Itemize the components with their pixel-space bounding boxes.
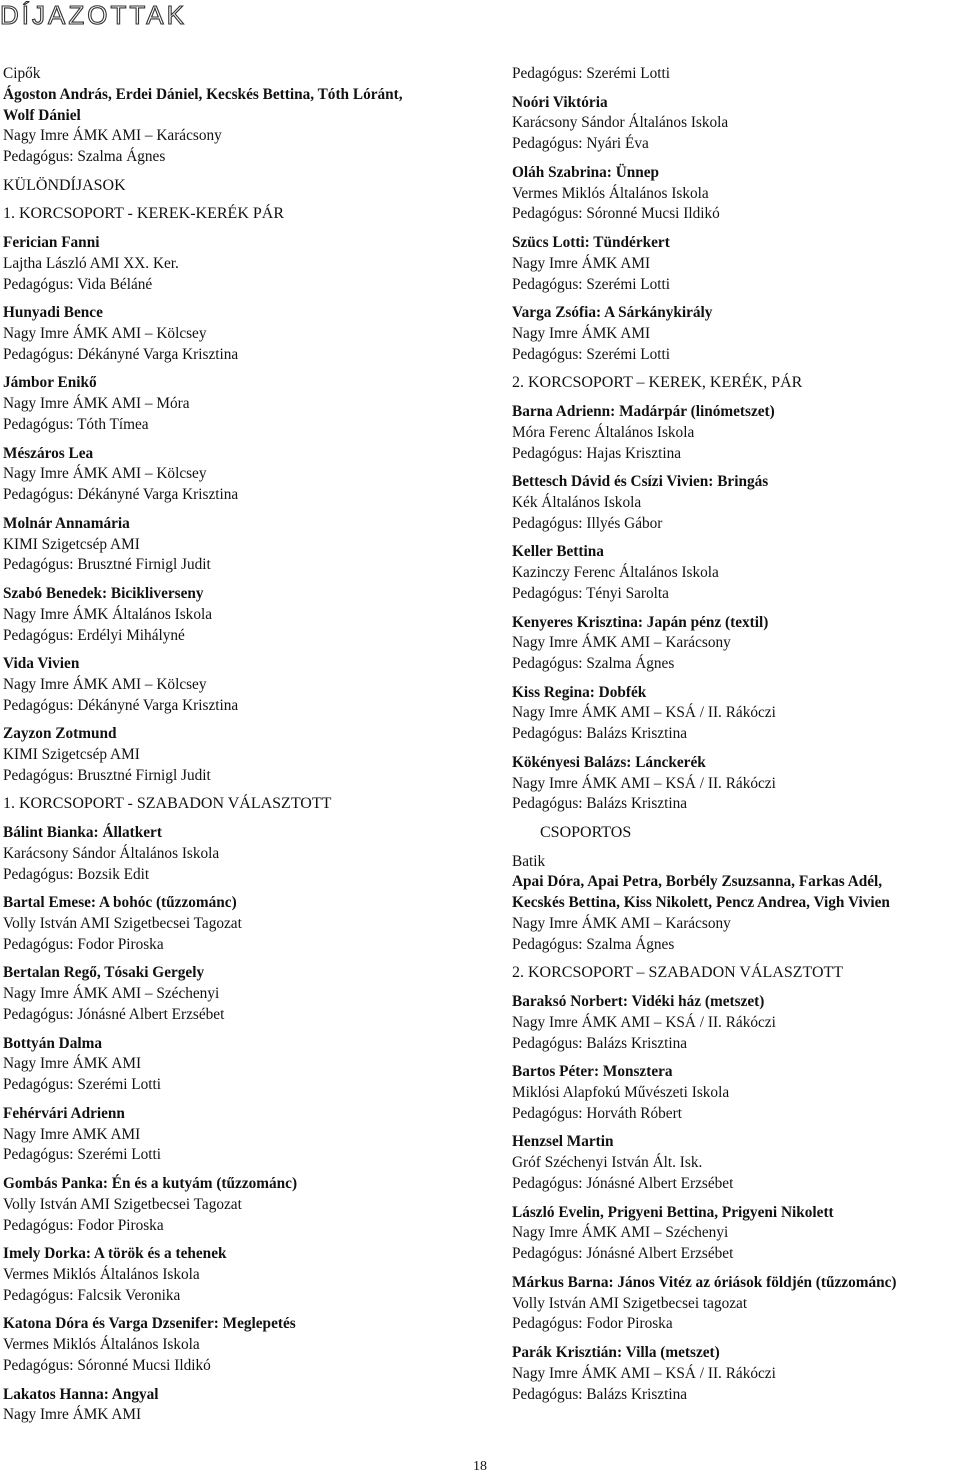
entry-line: KIMI Szigetcsép AMI — [3, 746, 140, 764]
award-entry — [3, 1174, 481, 1236]
entry-line: Pedagógus: Balázs Krisztina — [512, 1034, 688, 1052]
entry-line: Gróf Széchenyi István Ált. Isk. — [512, 1154, 703, 1172]
award-entry — [3, 724, 481, 786]
entry-line: Karácsony Sándor Általános Iskola — [512, 114, 729, 132]
entry-line: Nagy Imre ÁMK AMI – KSÁ / II. Rákóczi — [512, 774, 776, 792]
entry-line: Pedagógus: Szerémi Lotti — [3, 1146, 162, 1164]
entry-line: Pedagógus: Dékányné Varga Krisztina — [3, 486, 239, 504]
award-entry — [3, 373, 481, 435]
entry-line: Pedagógus: Jónásné Albert Erzsébet — [512, 1175, 734, 1192]
entry-line: Pedagógus: Szerémi Lotti — [512, 345, 671, 363]
entry-title: Bottyán Dalma — [3, 1034, 103, 1052]
entry-line: Pedagógus: Tényi Sarolta — [512, 584, 669, 602]
award-entry — [512, 472, 958, 534]
entry-line: Kék Általános Iskola — [512, 493, 642, 511]
award-entry — [3, 1385, 481, 1427]
heading-text: 1. KORCSOPORT - SZABADON VÁLASZTOTT — [3, 795, 332, 813]
entry-line: Pedagógus: Vida Béláné — [3, 275, 153, 293]
award-entry — [3, 1104, 481, 1166]
entry-line: Pedagógus: Dékányné Varga Krisztina — [3, 696, 239, 714]
entry-title: Baraksó Norbert: Vidéki ház (metszet) — [512, 993, 765, 1011]
entry-line: Pedagógus: Jónásné Albert Erzsébet — [512, 1245, 734, 1263]
entry-title: Vida Vivien — [3, 655, 80, 673]
entry-title: Bartal Emese: A bohóc (tűzzománc) — [3, 894, 237, 912]
entry-title: Kenyeres Krisztina: Japán pénz (textil) — [512, 613, 769, 631]
award-entry — [512, 233, 958, 295]
entry-title: Mészáros Lea — [3, 444, 94, 462]
entry-line: Vermes Miklós Általános Iskola — [3, 1336, 200, 1354]
award-entry — [3, 1314, 481, 1376]
entry-line: Pedagógus: Erdélyi Mihályné — [3, 626, 185, 644]
entry-line: Pedagógus: Fodor Piroska — [3, 935, 164, 953]
entry-line: Pedagógus: Fodor Piroska — [3, 1216, 164, 1234]
award-entry — [3, 1244, 481, 1306]
entry-line: Pedagógus: Fodor Piroska — [512, 1315, 673, 1333]
entry-line: Nagy Imre ÁMK AMI – Kölcsey — [3, 675, 207, 693]
heading-text: 2. KORCSOPORT – KEREK, KERÉK, PÁR — [512, 374, 803, 392]
entry-line: Pedagógus: Balázs Krisztina — [512, 1385, 688, 1403]
award-entry — [3, 444, 481, 506]
section-heading — [512, 823, 958, 844]
entry-title: Varga Zsófia: A Sárkánykirály — [512, 304, 713, 322]
page-title: DÍJAZOTTAK — [0, 0, 187, 30]
entry-title: Parák Krisztián: Villa (metszet) — [512, 1343, 720, 1361]
entry-title: Oláh Szabrina: Ünnep — [512, 163, 660, 181]
entry-line: Pedagógus: Brusztné Firnigl Judit — [3, 766, 211, 784]
entry-line: Nagy Imre ÁMK AMI — [3, 1055, 142, 1073]
award-entry — [512, 852, 958, 956]
entry-title: Katona Dóra és Varga Dzsenifer: Meglepetés — [3, 1315, 296, 1333]
award-entry — [512, 1273, 958, 1335]
right-column — [512, 64, 958, 1405]
heading-text: 2. KORCSOPORT – SZABADON VÁLASZTOTT — [512, 964, 844, 982]
entry-line: Pedagógus: Szalma Ágnes — [3, 148, 166, 166]
award-entry — [512, 683, 958, 745]
entry-line: Karácsony Sándor Általános Iskola — [3, 844, 220, 862]
entry-line: Pedagógus: Illyés Gábor — [512, 514, 663, 532]
entry-line: Pedagógus: Horváth Róbert — [512, 1104, 682, 1122]
entry-title: Barna Adrienn: Madárpár (linómetszet) — [512, 402, 775, 420]
section-heading — [3, 204, 481, 225]
entry-line: Cipők — [3, 65, 41, 82]
entry-line: Nagy Imre ÁMK AMI — [3, 1406, 142, 1424]
award-entry — [3, 514, 481, 576]
entry-line: Nagy Imre ÁMK AMI – Karácsony — [512, 915, 731, 933]
entry-line: Nagy Imre ÁMK AMI – Kölcsey — [3, 465, 207, 483]
award-entry — [3, 654, 481, 716]
award-entry — [3, 584, 481, 646]
heading-text: KÜLÖNDÍJASOK — [3, 176, 126, 194]
entry-line: Pedagógus: Szerémi Lotti — [512, 275, 671, 293]
left-column — [3, 64, 481, 1426]
entry-title: Hunyadi Bence — [3, 304, 103, 322]
entry-line: Móra Ferenc Általános Iskola — [512, 423, 695, 441]
entry-line: Pedagógus: Sóronné Mucsi Ildikó — [512, 205, 720, 223]
award-entry — [512, 402, 958, 464]
entry-line: Pedagógus: Falcsik Veronika — [3, 1286, 181, 1304]
entry-line: Pedagógus: Brusztné Firnigl Judit — [3, 556, 211, 574]
entry-line: Pedagógus: Szerémi Lotti — [512, 65, 671, 82]
entry-title: Henzsel Martin — [512, 1133, 614, 1151]
entry-line: Pedagógus: Hajas Krisztina — [512, 444, 682, 462]
entry-line: Nagy Imre ÁMK AMI – Széchenyi — [512, 1224, 729, 1242]
entry-line: Nagy Imre ÁMK Általános Iskola — [3, 605, 213, 623]
award-entry — [512, 1343, 958, 1405]
entry-title: Bettesch Dávid és Csízi Vivien: Bringás — [512, 473, 769, 491]
award-entry — [3, 64, 481, 168]
entry-title: Noóri Viktória — [512, 93, 608, 111]
entry-title: Molnár Annamária — [3, 514, 130, 532]
entry-line: Nagy Imre ÁMK AMI – Karácsony — [3, 127, 222, 145]
award-entry — [512, 64, 958, 85]
entry-title: Jámbor Enikő — [3, 374, 97, 392]
entry-line: Pedagógus: Szalma Ágnes — [512, 655, 675, 673]
award-entry — [512, 1132, 958, 1194]
entry-title: Kökényesi Balázs: Lánckerék — [512, 753, 706, 771]
entry-title: Keller Bettina — [512, 543, 604, 561]
entry-line: Volly István AMI Szigetbecsei tagozat — [512, 1294, 748, 1312]
award-entry — [512, 303, 958, 365]
entry-line: Volly István AMI Szigetbecsei Tagozat — [3, 1195, 242, 1213]
entry-title: Szabó Benedek: Bicikliverseny — [3, 584, 204, 602]
entry-title: Ágoston András, Erdei Dániel, Kecskés Bettina, Tóth Lóránt, — [3, 85, 403, 103]
entry-title: Bartos Péter: Monsztera — [512, 1063, 673, 1081]
award-entry — [3, 1034, 481, 1096]
entry-line: Pedagógus: Dékányné Varga Krisztina — [3, 345, 239, 363]
award-entry — [512, 542, 958, 604]
entry-line: Kazinczy Ferenc Általános Iskola — [512, 564, 719, 582]
entry-title: Szücs Lotti: Tündérkert — [512, 233, 670, 251]
entry-title: Kecskés Bettina, Kiss Nikolett, Pencz Andrea, Vigh Vivien — [512, 894, 890, 912]
entry-line: Nagy Imre ÁMK AMI – Móra — [3, 395, 190, 413]
section-heading — [3, 176, 481, 197]
entry-line: Vermes Miklós Általános Iskola — [3, 1265, 200, 1283]
award-entry — [512, 1062, 958, 1124]
award-entry — [3, 823, 481, 885]
entry-line: Nagy Imre ÁMK AMI – Karácsony — [512, 634, 731, 652]
section-heading — [512, 963, 958, 984]
entry-title: Wolf Dániel — [3, 106, 81, 124]
entry-line: Miklósi Alapfokú Művészeti Iskola — [512, 1084, 730, 1102]
entry-title: László Evelin, Prigyeni Bettina, Prigyeni Nikolett — [512, 1203, 834, 1221]
page-number: 18 — [473, 1459, 487, 1474]
entry-line: Pedagógus: Szalma Ágnes — [512, 935, 675, 953]
award-entry — [512, 163, 958, 225]
entry-line: Pedagógus: Balázs Krisztina — [512, 725, 688, 743]
award-entry — [3, 893, 481, 955]
entry-line: Nagy Imre ÁMK AMI — [512, 254, 651, 272]
entry-title: Bertalan Regő, Tósaki Gergely — [3, 964, 205, 982]
section-heading — [512, 373, 958, 394]
award-entry — [3, 963, 481, 1025]
award-entry — [512, 93, 958, 155]
entry-line: Pedagógus: Tóth Tímea — [3, 415, 149, 433]
entry-line: Volly István AMI Szigetbecsei Tagozat — [3, 915, 242, 933]
entry-line: Pedagógus: Sóronné Mucsi Ildikó — [3, 1356, 211, 1374]
entry-line: Nagy Imre ÁMK AMI – KSÁ / II. Rákóczi — [512, 1364, 776, 1382]
entry-line: Pedagógus: Szerémi Lotti — [3, 1076, 162, 1094]
award-entry — [512, 753, 958, 815]
entry-line: Nagy Imre ÁMK AMI — [512, 324, 651, 342]
entry-title: Zayzon Zotmund — [3, 725, 117, 743]
award-entry — [3, 303, 481, 365]
entry-title: Bálint Bianka: Állatkert — [3, 824, 162, 842]
award-entry — [3, 233, 481, 295]
entry-line: Nagy Imre ÁMK AMI – Széchenyi — [3, 985, 220, 1003]
entry-line: Nagy Imre ÁMK AMI – KSÁ / II. Rákóczi — [512, 704, 776, 722]
entry-line: Nagy Imre AMK AMI — [3, 1125, 141, 1143]
entry-title: Kiss Regina: Dobfék — [512, 683, 647, 701]
entry-title: Ferician Fanni — [3, 233, 100, 251]
heading-text: CSOPORTOS — [540, 824, 632, 842]
entry-line: Nagy Imre ÁMK AMI – KSÁ / II. Rákóczi — [512, 1013, 776, 1031]
entry-line: Lajtha László AMI XX. Ker. — [3, 254, 179, 272]
entry-line: Pedagógus: Jónásné Albert Erzsébet — [3, 1006, 225, 1024]
entry-line: Vermes Miklós Általános Iskola — [512, 184, 709, 202]
entry-title: Márkus Barna: János Vitéz az óriások földjén (tűzzománc) — [512, 1273, 897, 1291]
entry-line: Nagy Imre ÁMK AMI – Kölcsey — [3, 324, 207, 342]
entry-title: Imely Dorka: A török és a tehenek — [3, 1245, 227, 1263]
award-entry — [512, 992, 958, 1054]
section-heading — [3, 794, 481, 815]
entry-line: Pedagógus: Nyári Éva — [512, 135, 649, 153]
award-entry — [512, 1203, 958, 1265]
entry-title: Gombás Panka: Én és a kutyám (tűzzománc) — [3, 1175, 298, 1192]
entry-title: Apai Dóra, Apai Petra, Borbély Zsuzsanna, Farkas Adél, — [512, 873, 883, 891]
entry-title: Fehérvári Adrienn — [3, 1104, 125, 1122]
entry-line: Batik — [512, 852, 546, 870]
entry-line: KIMI Szigetcsép AMI — [3, 535, 140, 553]
entry-line: Pedagógus: Balázs Krisztina — [512, 795, 688, 813]
award-entry — [512, 613, 958, 675]
entry-line: Pedagógus: Bozsik Edit — [3, 865, 150, 883]
heading-text: 1. KORCSOPORT - KEREK-KERÉK PÁR — [3, 205, 284, 223]
entry-title: Lakatos Hanna: Angyal — [3, 1385, 159, 1403]
